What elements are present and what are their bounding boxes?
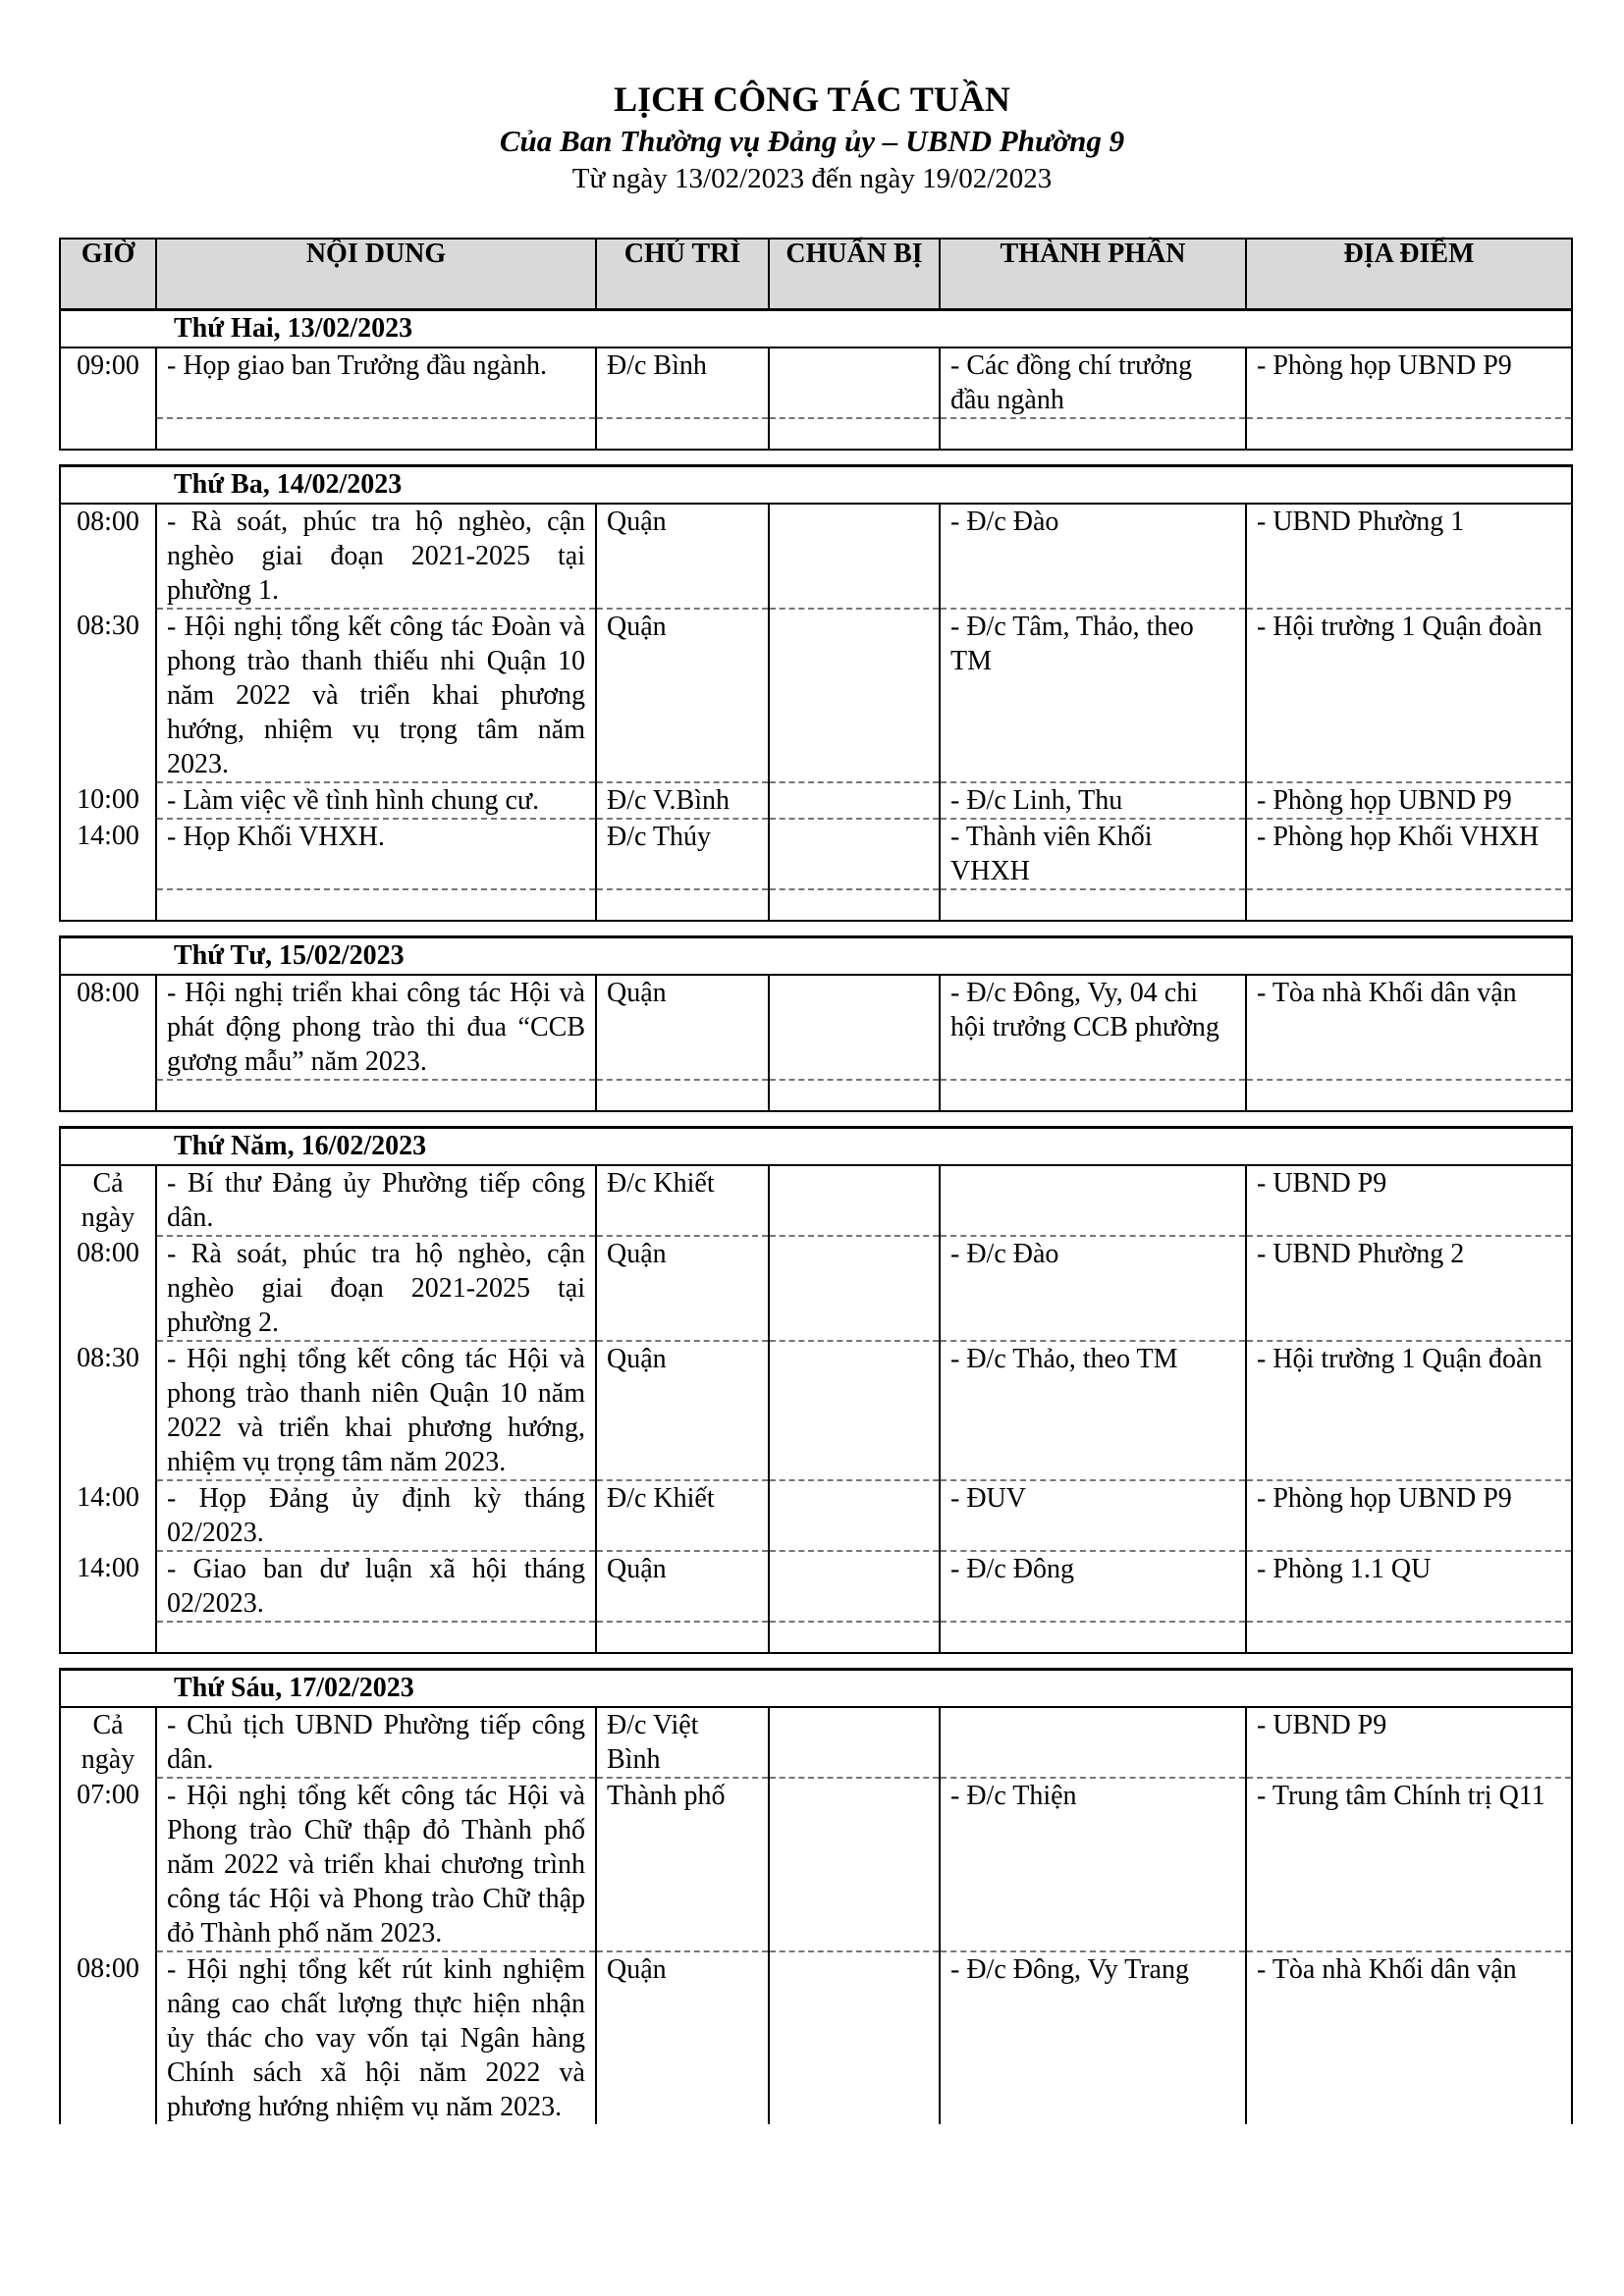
event-content: - Họp giao ban Trưởng đầu ngành. <box>156 347 596 418</box>
event-row <box>60 1778 1572 1951</box>
blank-cell <box>60 1080 156 1111</box>
event-participants <box>940 1707 1246 1778</box>
event-prep <box>769 819 940 889</box>
blank-cell <box>156 889 596 921</box>
event-participants: - ĐUV <box>940 1480 1246 1551</box>
event-participants: - Đ/c Linh, Thu <box>940 782 1246 819</box>
day-label: Thứ Ba, 14/02/2023 <box>60 466 1572 505</box>
day-label: Thứ Sáu, 17/02/2023 <box>60 1670 1572 1708</box>
day-spacer <box>60 450 1572 466</box>
event-row <box>60 1236 1572 1341</box>
event-prep <box>769 1951 940 2124</box>
blank-cell <box>769 889 940 921</box>
blank-cell <box>940 1622 1246 1653</box>
event-prep <box>769 1165 940 1236</box>
day-label: Thứ Tư, 15/02/2023 <box>60 937 1572 976</box>
event-location: - Phòng họp Khối VHXH <box>1246 819 1572 889</box>
blank-cell <box>769 1622 940 1653</box>
event-time: 14:00 <box>60 1551 156 1622</box>
event-time: 08:00 <box>60 1951 156 2124</box>
event-content: - Rà soát, phúc tra hộ nghèo, cận nghèo giai đoạn 2021-2025 tại phường 2. <box>156 1236 596 1341</box>
day-row <box>60 1670 1572 1708</box>
event-time: 08:00 <box>60 975 156 1080</box>
event-chair: Quận <box>596 504 769 609</box>
event-time: Cả ngày <box>60 1707 156 1778</box>
event-row <box>60 347 1572 418</box>
day-spacer <box>60 921 1572 937</box>
blank-cell <box>769 1080 940 1111</box>
spacer-cell <box>60 1653 1572 1670</box>
event-location: - UBND P9 <box>1246 1707 1572 1778</box>
blank-cell <box>1246 889 1572 921</box>
event-content: - Làm việc về tình hình chung cư. <box>156 782 596 819</box>
date-range: Từ ngày 13/02/2023 đến ngày 19/02/2023 <box>571 163 1053 194</box>
event-chair: Đ/c V.Bình <box>596 782 769 819</box>
event-row <box>60 819 1572 889</box>
event-participants: - Đ/c Đông <box>940 1551 1246 1622</box>
event-location: - UBND Phường 2 <box>1246 1236 1572 1341</box>
event-chair: Quận <box>596 1236 769 1341</box>
event-location: - Phòng họp UBND P9 <box>1246 1480 1572 1551</box>
blank-cell <box>156 1080 596 1111</box>
day-row <box>60 1128 1572 1166</box>
event-chair: Quận <box>596 609 769 782</box>
col-header-location: ĐỊA ĐIỂM <box>1246 239 1572 310</box>
blank-row <box>60 889 1572 921</box>
event-chair: Đ/c Bình <box>596 347 769 418</box>
event-content: - Giao ban dư luận xã hội tháng 02/2023. <box>156 1551 596 1622</box>
day-spacer <box>60 1111 1572 1128</box>
event-row <box>60 1480 1572 1551</box>
event-prep <box>769 1236 940 1341</box>
event-participants: - Đ/c Đào <box>940 504 1246 609</box>
page-title: LỊCH CÔNG TÁC TUẦN <box>614 80 1010 119</box>
event-row <box>60 1551 1572 1622</box>
event-location: - Trung tâm Chính trị Q11 <box>1246 1778 1572 1951</box>
event-chair: Quận <box>596 1341 769 1480</box>
blank-cell <box>596 1080 769 1111</box>
event-time: 08:30 <box>60 1341 156 1480</box>
event-prep <box>769 975 940 1080</box>
event-chair: Đ/c Thúy <box>596 819 769 889</box>
blank-cell <box>60 1622 156 1653</box>
col-header-time: GIỜ <box>60 239 156 310</box>
blank-row <box>60 418 1572 450</box>
event-row <box>60 1951 1572 2124</box>
event-time: 08:00 <box>60 504 156 609</box>
day-row <box>60 937 1572 976</box>
spacer-cell <box>60 921 1572 937</box>
blank-cell <box>596 889 769 921</box>
blank-row <box>60 1622 1572 1653</box>
event-prep <box>769 1480 940 1551</box>
event-prep <box>769 1341 940 1480</box>
schedule-table <box>59 238 1573 2124</box>
event-location: - Tòa nhà Khối dân vận <box>1246 1951 1572 2124</box>
event-content: - Họp Đảng ủy định kỳ tháng 02/2023. <box>156 1480 596 1551</box>
event-chair: Quận <box>596 1951 769 2124</box>
event-location: - Phòng 1.1 QU <box>1246 1551 1572 1622</box>
event-time: Cả ngày <box>60 1165 156 1236</box>
event-prep <box>769 1778 940 1951</box>
event-participants: - Đ/c Thiện <box>940 1778 1246 1951</box>
event-content: - Rà soát, phúc tra hộ nghèo, cận nghèo giai đoạn 2021-2025 tại phường 1. <box>156 504 596 609</box>
event-row <box>60 975 1572 1080</box>
blank-cell <box>1246 1622 1572 1653</box>
event-participants: - Thành viên Khối VHXH <box>940 819 1246 889</box>
blank-cell <box>940 1080 1246 1111</box>
page-subtitle: Của Ban Thường vụ Đảng ủy – UBND Phường 9 <box>499 124 1125 158</box>
blank-cell <box>769 418 940 450</box>
blank-cell <box>60 418 156 450</box>
event-row <box>60 609 1572 782</box>
event-prep <box>769 504 940 609</box>
col-header-chair: CHỦ TRÌ <box>596 239 769 310</box>
event-participants: - Đ/c Đông, Vy Trang <box>940 1951 1246 2124</box>
event-time: 14:00 <box>60 819 156 889</box>
blank-row <box>60 1080 1572 1111</box>
event-prep <box>769 609 940 782</box>
table-header-row <box>60 239 1572 310</box>
blank-cell <box>60 889 156 921</box>
day-label: Thứ Năm, 16/02/2023 <box>60 1128 1572 1166</box>
event-row <box>60 1707 1572 1778</box>
event-chair: Đ/c Việt Bình <box>596 1707 769 1778</box>
event-prep <box>769 1707 940 1778</box>
blank-cell <box>1246 418 1572 450</box>
event-time: 10:00 <box>60 782 156 819</box>
schedule-body <box>60 310 1572 2125</box>
event-content: - Hội nghị tổng kết công tác Đoàn và phong trào thanh thiếu nhi Quận 10 năm 2022 và triển khai phương hướng, nhiệm vụ trọng tâm năm 2023. <box>156 609 596 782</box>
day-row <box>60 310 1572 348</box>
event-time: 08:00 <box>60 1236 156 1341</box>
event-content: - Bí thư Đảng ủy Phường tiếp công dân. <box>156 1165 596 1236</box>
event-content: - Hội nghị tổng kết công tác Hội và Phong trào Chữ thập đỏ Thành phố năm 2022 và triển khai chương trình công tác Hội và Phong trào Chữ thập đỏ Thành phố năm 2023. <box>156 1778 596 1951</box>
event-chair: Quận <box>596 1551 769 1622</box>
event-prep <box>769 1551 940 1622</box>
event-row <box>60 782 1572 819</box>
event-location: - Phòng họp UBND P9 <box>1246 347 1572 418</box>
day-spacer <box>60 1653 1572 1670</box>
event-location: - Hội trường 1 Quận đoàn <box>1246 609 1572 782</box>
spacer-cell <box>60 1111 1572 1128</box>
event-prep <box>769 347 940 418</box>
event-chair: Đ/c Khiết <box>596 1165 769 1236</box>
event-chair: Đ/c Khiết <box>596 1480 769 1551</box>
event-row <box>60 1165 1572 1236</box>
event-time: 08:30 <box>60 609 156 782</box>
event-participants: - Đ/c Đào <box>940 1236 1246 1341</box>
event-chair: Thành phố <box>596 1778 769 1951</box>
event-time: 14:00 <box>60 1480 156 1551</box>
event-prep <box>769 782 940 819</box>
event-content: - Hội nghị triển khai công tác Hội và phát động phong trào thi đua “CCB gương mẫu” năm 2023. <box>156 975 596 1080</box>
event-time: 07:00 <box>60 1778 156 1951</box>
blank-cell <box>596 1622 769 1653</box>
event-location: - Phòng họp UBND P9 <box>1246 782 1572 819</box>
col-header-participants: THÀNH PHẦN <box>940 239 1246 310</box>
day-label: Thứ Hai, 13/02/2023 <box>60 310 1572 348</box>
event-location: - UBND Phường 1 <box>1246 504 1572 609</box>
blank-cell <box>940 418 1246 450</box>
blank-cell <box>1246 1080 1572 1111</box>
spacer-cell <box>60 450 1572 466</box>
event-row <box>60 504 1572 609</box>
event-location: - Hội trường 1 Quận đoàn <box>1246 1341 1572 1480</box>
event-participants: - Đ/c Thảo, theo TM <box>940 1341 1246 1480</box>
event-location: - UBND P9 <box>1246 1165 1572 1236</box>
event-content: - Chủ tịch UBND Phường tiếp công dân. <box>156 1707 596 1778</box>
blank-cell <box>596 418 769 450</box>
event-participants: - Đ/c Đông, Vy, 04 chi hội trưởng CCB phường <box>940 975 1246 1080</box>
event-participants <box>940 1165 1246 1236</box>
event-row <box>60 1341 1572 1480</box>
col-header-prep: CHUẨN BỊ <box>769 239 940 310</box>
event-location: - Tòa nhà Khối dân vận <box>1246 975 1572 1080</box>
blank-cell <box>156 418 596 450</box>
day-row <box>60 466 1572 505</box>
event-participants: - Các đồng chí trưởng đầu ngành <box>940 347 1246 418</box>
blank-cell <box>156 1622 596 1653</box>
col-header-content: NỘI DUNG <box>156 239 596 310</box>
event-time: 09:00 <box>60 347 156 418</box>
event-chair: Quận <box>596 975 769 1080</box>
event-content: - Hội nghị tổng kết công tác Hội và phong trào thanh niên Quận 10 năm 2022 và triển khai phương hướng, nhiệm vụ trọng tâm năm 2023. <box>156 1341 596 1480</box>
event-content: - Hội nghị tổng kết rút kinh nghiệm nâng cao chất lượng thực hiện nhận ủy thác cho vay vốn tại Ngân hàng Chính sách xã hội năm 2022 và phương hướng nhiệm vụ năm 2023. <box>156 1951 596 2124</box>
event-participants: - Đ/c Tâm, Thảo, theo TM <box>940 609 1246 782</box>
event-content: - Họp Khối VHXH. <box>156 819 596 889</box>
blank-cell <box>940 889 1246 921</box>
